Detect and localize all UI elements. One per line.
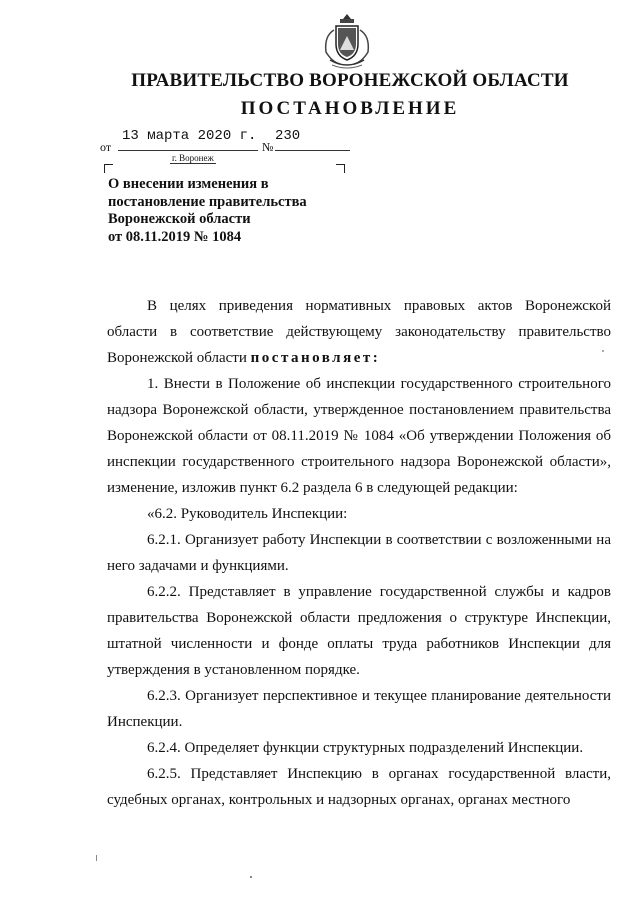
number-label: № <box>262 140 274 154</box>
subject-bracket-right <box>336 164 345 173</box>
date-underline <box>118 150 258 151</box>
body-paragraph: 6.2.2. Представляет в управление государственной службы и кадров правительства Воронежской области предложения о структуре Инспекции, штатной численности и фонде оплаты труда работников Инспекции для утверждения в установленном порядке. <box>107 584 611 678</box>
city-name: г. Воронеж <box>172 153 214 163</box>
body-paragraph: 1. Внести в Положение об инспекции государственного строительного надзора Воронежской области, утвержденное постановлением правительства Воронежской области от 08.11.2019 № 1084 «Об утверждении Положения об инспекции государственного строительного надзора Воронежской области», изменение, изложив пункт 6.2 раздела 6 в следующей редакции: <box>107 376 611 496</box>
decree-word: постановляет: <box>250 350 381 366</box>
body-paragraph: 6.2.3. Организует перспективное и текущее планирование деятельности Инспекции. <box>107 688 611 730</box>
body-paragraph: 6.2.4. Определяет функции структурных подразделений Инспекции. <box>147 740 584 756</box>
document-body <box>107 293 611 813</box>
document-subject <box>108 176 348 246</box>
subject-line: постановление правительства <box>108 193 307 210</box>
number-underline <box>275 150 350 151</box>
date-label: от <box>100 140 112 154</box>
body-paragraph: 6.2.1. Организует работу Инспекции в соответствии с возложенными на него задачами и функциями. <box>107 532 611 574</box>
document-meta <box>100 128 360 158</box>
preamble-text: В целях приведения нормативных правовых актов Воронежской области в соответствие действующему законодательству правительство Воронежской области <box>107 298 611 366</box>
subject-bracket-left <box>104 164 113 173</box>
document-date: 13 марта 2020 г. <box>122 128 257 144</box>
government-name: ПРАВИТЕЛЬСТВО ВОРОНЕЖСКОЙ ОБЛАСТИ <box>131 70 569 91</box>
scan-artifact <box>96 855 97 861</box>
document-number: 230 <box>275 128 301 144</box>
subject-line: О внесении изменения в <box>108 176 269 192</box>
body-paragraph: 6.2.5. Представляет Инспекцию в органах государственной власти, судебных органах, контрольных и надзорных органах, органах местного <box>107 766 611 808</box>
subject-line: от 08.11.2019 № 1084 <box>108 228 242 245</box>
subject-line: Воронежской области <box>108 211 251 227</box>
body-paragraph <box>107 293 611 371</box>
coat-of-arms-emblem <box>318 10 376 72</box>
body-paragraph: «6.2. Руководитель Инспекции: <box>147 506 348 522</box>
scan-artifact <box>602 350 604 352</box>
document-type: ПОСТАНОВЛЕНИЕ <box>240 98 460 119</box>
scan-artifact <box>250 876 252 878</box>
